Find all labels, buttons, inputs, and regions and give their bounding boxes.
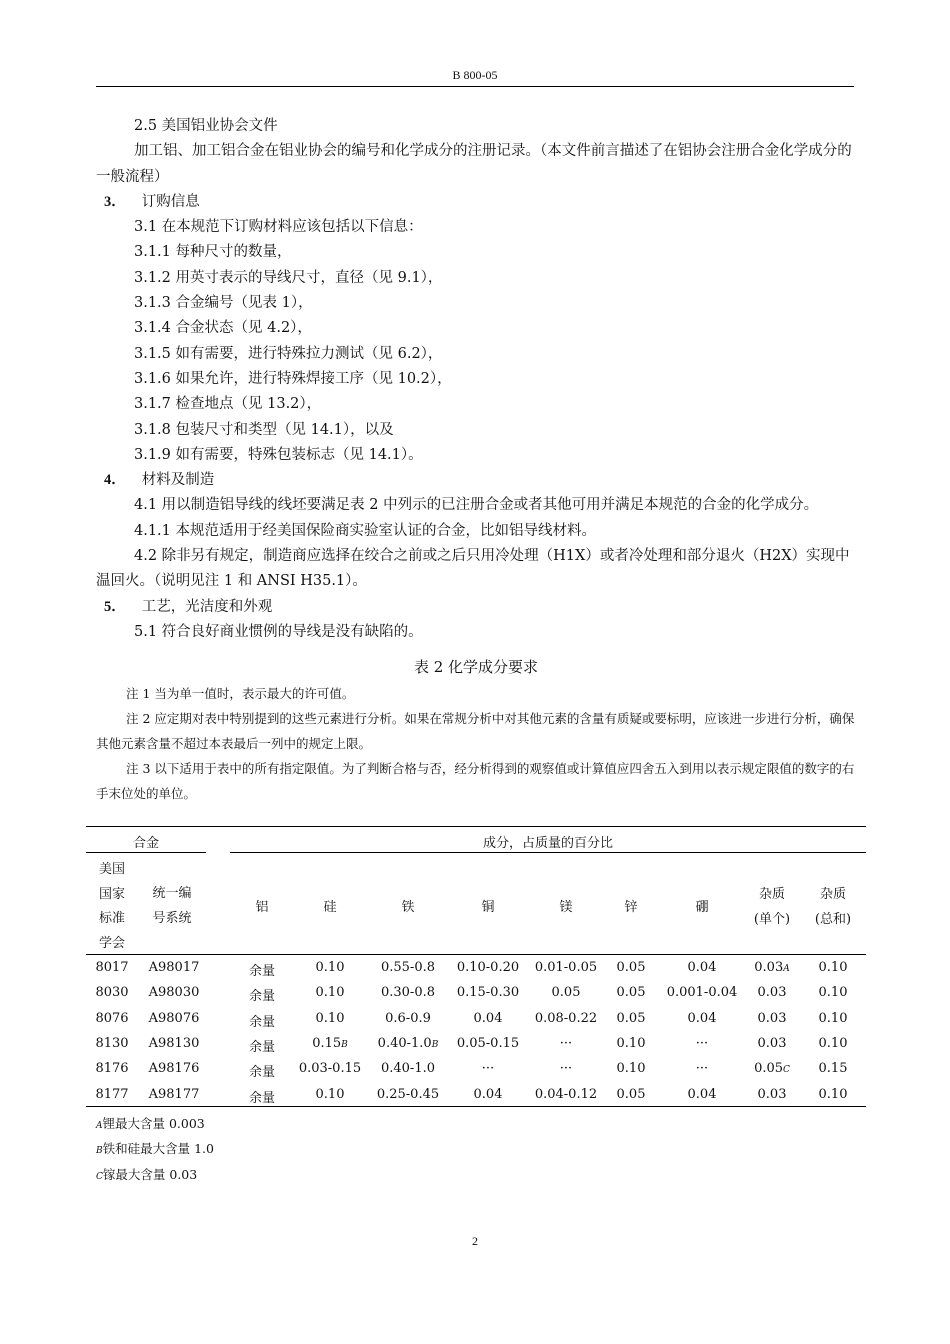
- cell-mg: 0.04-0.12: [534, 1086, 598, 1102]
- cell-al: 余量: [248, 1014, 275, 1030]
- cell-fe: 0.55-0.8: [380, 960, 435, 975]
- cell-impurity-each: 0.03A: [754, 960, 790, 975]
- section-title: 订购信息: [141, 193, 200, 210]
- cell-uns: A98130: [148, 1035, 200, 1051]
- cell-si: 0.15B: [312, 1035, 348, 1051]
- cell-b: ···: [695, 1035, 709, 1051]
- table-note: 注 2 应定期对表中特别提到的这些元素进行分析。如果在常规分析中对其他元素的含量有质疑或要标明，应该进一步进行分析，确保其他元素含量不超过本表最后一列中的规定上限。: [96, 711, 855, 752]
- footnote-text: 铁和硅最大含量 1.0: [102, 1141, 214, 1157]
- col-header-uns: 号系统: [152, 910, 192, 926]
- table-note: 注 1 当为单一值时，表示最大的许可值。: [126, 686, 355, 702]
- section-title: 工艺，光洁度和外观: [141, 598, 273, 615]
- section-number: 4．: [104, 472, 126, 489]
- footnote-mark: B: [96, 1146, 103, 1157]
- group-header-composition: 成分，占质量的百分比: [482, 836, 613, 851]
- cell-zn: 0.05: [616, 960, 646, 975]
- cell-cu: 0.10-0.20: [456, 960, 520, 975]
- cell-al: 余量: [248, 1065, 275, 1081]
- cell-impurity-each: 0.05C: [754, 1061, 790, 1077]
- table-bottom-rule: [86, 1106, 866, 1107]
- header-rule-alloy: [86, 852, 206, 853]
- cell-al: 余量: [248, 1090, 275, 1106]
- cell-b: 0.04: [687, 1010, 717, 1026]
- clause: 3.1.3 合金编号（见表 1），: [134, 295, 313, 312]
- footnote-mark: A: [783, 964, 790, 974]
- cell-zn: 0.05: [616, 1010, 646, 1026]
- table-top-rule: [86, 826, 866, 827]
- col-header-ansi: 美国: [98, 862, 125, 877]
- footnote: [96, 1165, 197, 1183]
- cell-si: 0.10: [315, 1086, 345, 1102]
- cell-si: 0.10: [315, 985, 345, 1001]
- cell-b: 0.001-0.04: [666, 985, 738, 1001]
- col-header-cu: 铜: [481, 900, 495, 915]
- footnote-text: 镓最大含量 0.03: [102, 1166, 198, 1182]
- paragraph: 加工铝、加工铝合金在铝业协会的编号和化学成分的注册记录。（本文件前言描述了在铝协会注册合金化学成分的一般流程）: [96, 143, 852, 185]
- footnote-mark: B: [341, 1039, 348, 1050]
- cell-uns: A98030: [148, 985, 200, 1001]
- cell-si: 0.03-0.15: [298, 1061, 362, 1077]
- cell-zn: 0.10: [616, 1035, 646, 1051]
- cell-uns: A98176: [148, 1061, 200, 1077]
- paragraph: 4.2 除非另有规定，制造商应选择在绞合之前或之后只用冷处理（H1X）或者冷处理和部分退火（H2X）实现中温回火。（说明见注 1 和 ANSI H35.1）。: [96, 548, 850, 590]
- cell-uns: A98177: [148, 1086, 200, 1102]
- col-header-ansi: 国家: [98, 886, 125, 902]
- col-header-impurity-each: (单个): [753, 911, 791, 927]
- section-number: 3．: [104, 193, 126, 210]
- cell-mg: ···: [559, 1035, 573, 1051]
- cell-al: 余量: [248, 1039, 275, 1055]
- cell-impurity-total: 0.10: [818, 1035, 848, 1051]
- footnote-text: 锂最大含量 0.003: [102, 1116, 205, 1131]
- clause: 3.1.4 合金状态（见 4.2），: [134, 320, 312, 337]
- cell-uns: A98076: [148, 1010, 200, 1026]
- clause: 3.1.9 如有需要，特殊包装标志（见 14.1）。: [134, 446, 423, 463]
- cell-impurity-total: 0.10: [818, 1010, 848, 1026]
- table-title: 表 2 化学成分要求: [413, 658, 539, 677]
- header-rule-composition: [230, 852, 866, 853]
- col-header-zn: 锌: [624, 900, 638, 915]
- clause: 3.1.2 用英寸表示的导线尺寸，直径（见 9.1），: [134, 269, 443, 286]
- cell-fe: 0.40-1.0B: [377, 1035, 439, 1051]
- col-header-b: 硼: [695, 900, 709, 915]
- clause: 3.1 在本规范下订购材料应该包括以下信息：: [134, 219, 423, 236]
- cell-b: 0.04: [687, 960, 717, 975]
- col-header-mg: 镁: [559, 900, 573, 915]
- cell-al: 余量: [248, 964, 275, 979]
- section-heading: [96, 595, 856, 620]
- cell-fe: 0.40-1.0: [380, 1061, 435, 1077]
- section-title: 材料及制造: [141, 472, 215, 489]
- clause: 5.1 符合良好商业惯例的导线是没有缺陷的。: [134, 623, 423, 640]
- cell-fe: 0.25-0.45: [376, 1086, 440, 1102]
- clause: 4.1.1 本规范适用于经美国保险商实验室认证的合金，比如铝导线材料。: [134, 522, 597, 539]
- section-heading: [96, 190, 856, 215]
- clause: 3.1.1 每种尺寸的数量，: [134, 244, 292, 261]
- cell-ansi: 8030: [95, 985, 129, 1001]
- cell-cu: 0.05-0.15: [456, 1035, 520, 1051]
- clause: 3.1.5 如有需要，进行特殊拉力测试（见 6.2），: [134, 345, 443, 362]
- cell-ansi: 8017: [95, 960, 129, 975]
- cell-cu: 0.15-0.30: [456, 985, 520, 1001]
- cell-zn: 0.05: [616, 1086, 646, 1102]
- cell-mg: 0.05: [551, 985, 581, 1001]
- cell-al: 余量: [248, 989, 275, 1005]
- col-header-impurity-each: 杂质: [758, 887, 785, 902]
- col-header-al: 铝: [255, 900, 269, 915]
- footnote-mark: A: [96, 1121, 103, 1131]
- clause: 3.1.7 检查地点（见 13.2），: [134, 396, 322, 413]
- footnote-mark: B: [431, 1039, 439, 1050]
- table-note: 注 3 以下适用于表中的所有指定限值。为了判断合格与否，经分析得到的观察值或计算值应四舍五入到用以表示规定限值的数字的右手末位处的单位。: [96, 761, 855, 802]
- col-header-ansi: 学会: [98, 935, 125, 951]
- cell-zn: 0.10: [616, 1061, 646, 1077]
- cell-uns: A98017: [148, 960, 200, 975]
- clause: 2.5 美国铝业协会文件: [134, 118, 278, 134]
- cell-fe: 0.6-0.9: [385, 1010, 431, 1026]
- col-header-impurity-total: 杂质: [819, 887, 846, 902]
- cell-impurity-each: 0.03: [757, 1010, 787, 1026]
- col-header-uns: 统一编: [152, 886, 192, 901]
- footnote-mark: C: [783, 1065, 790, 1076]
- header-code: B 800-05: [452, 68, 498, 82]
- cell-ansi: 8076: [95, 1010, 129, 1026]
- header-rule-bottom: [86, 954, 866, 955]
- col-header-impurity-total: (总和): [814, 911, 852, 927]
- group-header-alloy: 合金: [132, 836, 159, 851]
- cell-mg: 0.08-0.22: [534, 1010, 598, 1026]
- footnote: [96, 1114, 205, 1132]
- cell-b: ···: [695, 1061, 709, 1077]
- cell-impurity-total: 0.15: [818, 1061, 848, 1077]
- page-number: 2: [472, 1234, 478, 1248]
- footnote: [96, 1139, 214, 1157]
- clause: 3.1.8 包装尺寸和类型（见 14.1），以及: [134, 421, 394, 438]
- cell-si: 0.10: [315, 960, 345, 975]
- cell-ansi: 8177: [95, 1086, 129, 1102]
- paragraph: 4.1 用以制造铝导线的线坯要满足表 2 中列示的已注册合金或者其他可用并满足本规范的合金的化学成分。: [134, 497, 819, 514]
- cell-impurity-each: 0.03: [757, 1035, 787, 1051]
- col-header-si: 硅: [323, 900, 337, 915]
- cell-impurity-each: 0.03: [757, 1086, 787, 1102]
- section-number: 5．: [104, 598, 126, 615]
- col-header-fe: 铁: [401, 900, 415, 915]
- section-heading: [96, 468, 856, 493]
- cell-impurity-total: 0.10: [818, 960, 848, 975]
- col-header-ansi: 标准: [98, 911, 125, 926]
- body-text: [96, 114, 856, 806]
- cell-cu: 0.04: [473, 1010, 503, 1026]
- cell-mg: ···: [559, 1061, 573, 1077]
- header-rule: [96, 86, 854, 87]
- cell-ansi: 8176: [95, 1061, 129, 1077]
- cell-impurity-total: 0.10: [818, 985, 848, 1001]
- cell-b: 0.04: [687, 1086, 717, 1102]
- cell-fe: 0.30-0.8: [380, 985, 435, 1001]
- footnote-mark: C: [96, 1171, 103, 1182]
- cell-zn: 0.05: [616, 985, 646, 1001]
- cell-cu: ···: [481, 1061, 495, 1077]
- cell-impurity-each: 0.03: [757, 985, 787, 1001]
- cell-cu: 0.04: [473, 1086, 503, 1102]
- clause: 3.1.6 如果允许，进行特殊焊接工序（见 10.2），: [134, 370, 452, 387]
- cell-si: 0.10: [315, 1010, 345, 1026]
- cell-mg: 0.01-0.05: [534, 960, 598, 975]
- cell-impurity-total: 0.10: [818, 1086, 848, 1102]
- cell-ansi: 8130: [95, 1035, 129, 1051]
